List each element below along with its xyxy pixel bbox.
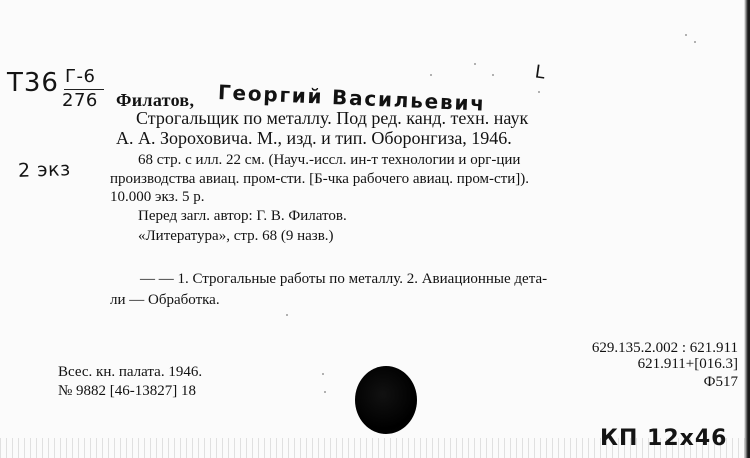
call-number-top: Г-6 [65, 66, 96, 87]
title-line-2: А. А. Зороховича. М., изд. и тип. Оборонгиза, 1946. [116, 128, 512, 148]
speckle [324, 391, 326, 393]
handwritten-bottom-right: КП 12х46 [600, 426, 728, 451]
call-number-main: Т36 [7, 68, 59, 98]
call-number-bottom: 276 [62, 90, 98, 111]
title-line-1: Строгальщик по металлу. Под ред. канд. техн. наук [136, 108, 529, 128]
speckle [694, 41, 696, 43]
chamber-line-1: Всес. кн. палата. 1946. [58, 364, 203, 380]
speckle [492, 74, 494, 76]
speckle [685, 34, 687, 36]
speckle [430, 74, 432, 76]
classification-line-1: 629.135.2.002 : 621.911 [591, 340, 738, 356]
note-line-1: Перед загл. автор: Г. В. Филатов. [138, 208, 347, 224]
card-right-edge [744, 0, 750, 458]
desc-line-3: 10.000 экз. 5 р. [110, 189, 205, 205]
desc-line-1: 68 стр. с илл. 22 см. (Науч.-иссл. ин-т технологии и орг-ции [138, 152, 521, 168]
author-printed: Филатов, [116, 90, 195, 110]
speckle [538, 91, 540, 93]
subjects-line-2: ли — Обработка. [110, 292, 220, 308]
chamber-line-2: № 9882 [46-13827] 18 [58, 383, 197, 399]
handwritten-note-top-right: L [533, 61, 547, 84]
subjects-line-1: — — 1. Строгальные работы по металлу. 2. Авиационные дета- [140, 271, 548, 287]
author-handwritten: Георгий Васильевич [217, 80, 487, 116]
handwritten-copies: 2 экз [17, 158, 72, 182]
speckle [322, 373, 324, 375]
note-line-2: «Литература», стр. 68 (9 назв.) [138, 228, 334, 244]
classification-line-2: 621.911+[016.3] [637, 356, 738, 372]
classification-line-3: Ф517 [703, 374, 738, 390]
speckle [474, 63, 476, 65]
speckle [286, 314, 288, 316]
punch-hole [355, 366, 417, 434]
desc-line-2: производства авиац. пром-сти. [Б-чка рабочего авиац. пром-сти]). [110, 171, 529, 187]
